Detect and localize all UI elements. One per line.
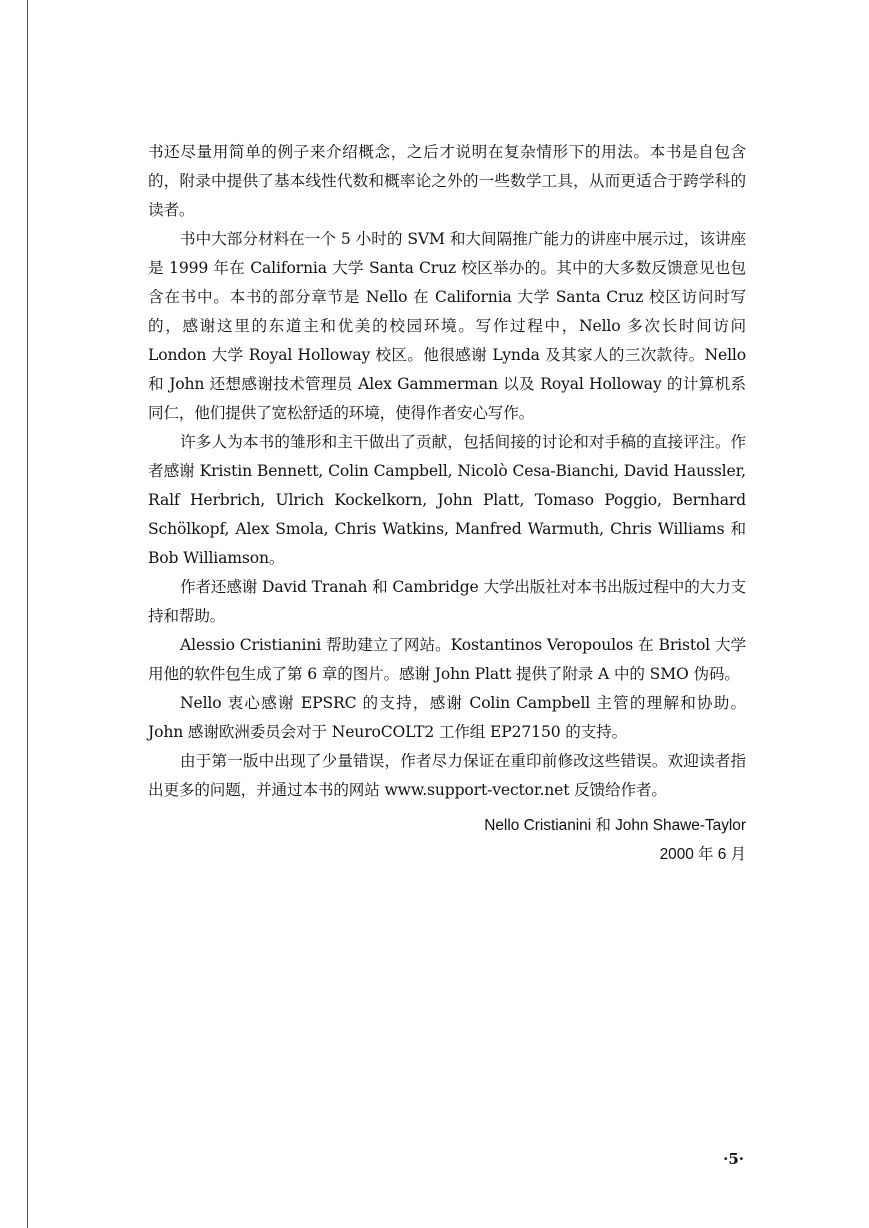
scan-edge-line (27, 0, 28, 1228)
page-body (148, 138, 746, 805)
paragraph-funding: Nello 衷心感谢 EPSRC 的支持，感谢 Colin Campbell 主管的理解和协助。John 感谢欧洲委员会对于 NeuroCOLT2 工作组 EP27150 的支持。 (148, 694, 746, 741)
paragraph-materials: 书中大部分材料在一个 5 小时的 SVM 和大间隔推广能力的讲座中展示过，该讲座是 1999 年在 California 大学 Santa Cruz 校区举办的。其中的大多数反馈意见也包含在书中。本书的部分章节是 Nello 在 California 大学 Santa Cruz 校区访问时写的，感谢这里的东道主和优美的校园环境。写作过程中，Nello 多次长时间访问 London 大学 Royal Holloway 校区。他很感谢 Lynda 及其家人的三次款待。Nello 和 John 还想感谢技术管理员 Alex Gammerman 以及 Royal Holloway 的计算机系同仁，他们提供了宽松舒适的环境，使得作者安心写作。 (148, 230, 746, 422)
paragraph-errata: 由于第一版中出现了少量错误，作者尽力保证在重印前修改这些错误。欢迎读者指出更多的问题，并通过本书的网站 www.support-vector.net 反馈给作者。 (148, 752, 746, 799)
paragraph-contributors: 许多人为本书的雏形和主干做出了贡献，包括间接的讨论和对手稿的直接评注。作者感谢 Kristin Bennett, Colin Campbell, Nicolò Cesa-Bianchi, David Haussler, Ralf Herbrich, Ulrich Kockelkorn, John Platt, Tomaso Poggio, Bernhard Schölkopf, Alex Smola, Chris Watkins, Manfred Warmuth, Chris Williams 和 Bob Williamson。 (148, 433, 746, 567)
page-number: ·5· (723, 1150, 744, 1168)
paragraph-continuation: 书还尽量用简单的例子来介绍概念，之后才说明在复杂情形下的用法。本书是自包含的，附录中提供了基本线性代数和概率论之外的一些数学工具，从而更适合于跨学科的读者。 (148, 143, 746, 219)
signature-block (148, 811, 746, 869)
signature-date: 2000 年 6 月 (659, 846, 746, 863)
paragraph-publisher: 作者还感谢 David Tranah 和 Cambridge 大学出版社对本书出版过程中的大力支持和帮助。 (148, 578, 746, 625)
signature-authors: Nello Cristianini 和 John Shawe-Taylor (484, 817, 746, 834)
paragraph-website: Alessio Cristianini 帮助建立了网站。Kostantinos Veropoulos 在 Bristol 大学用他的软件包生成了第 6 章的图片。感谢 John Platt 提供了附录 A 中的 SMO 伪码。 (148, 636, 746, 683)
